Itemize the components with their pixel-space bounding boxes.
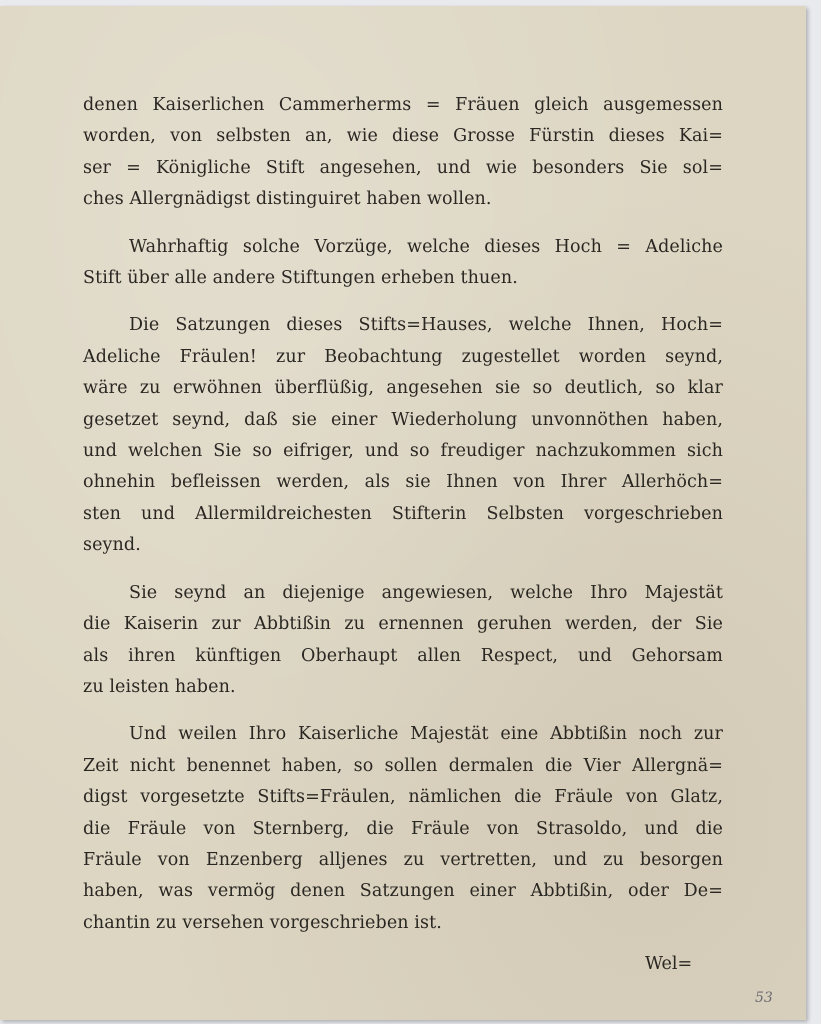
text-line: wäre zu erwöhnen überflüßig, angesehen sie so deutlich, so klar — [83, 378, 723, 399]
paragraph — [83, 232, 723, 295]
text-line: ser = Königliche Stift angesehen, und wie besonders Sie sol= — [83, 157, 723, 178]
text-line: gesetzet seynd, daß sie einer Wiederholung unvonnöthen haben, — [83, 409, 723, 430]
paragraph — [83, 90, 723, 216]
text-line: Stift über alle andere Stiftungen erheben thuen. — [83, 268, 518, 289]
text-line: digst vorgesetzte Stifts=Fräulen, nämlichen die Fräule von Glatz, — [83, 787, 723, 808]
paragraph — [83, 719, 723, 939]
text-line: Adeliche Fräulen! zur Beobachtung zugestellet worden seynd, — [83, 346, 723, 367]
text-line: Wahrhaftig solche Vorzüge, welche dieses Hoch = Adeliche — [129, 236, 723, 257]
text-line: als ihren künftigen Oberhaupt allen Respect, und Gehorsam — [83, 645, 723, 666]
text-line: ohnehin befleissen werden, als sie Ihnen von Ihrer Allerhöch= — [83, 472, 723, 493]
text-line: Zeit nicht benennet haben, so sollen dermalen die Vier Allergnä= — [83, 755, 723, 776]
paragraph — [83, 310, 723, 561]
text-line: und welchen Sie so eifriger, und so freudiger nachzukommen sich — [83, 441, 723, 462]
text-line: Fräule von Enzenberg alljenes zu vertretten, und zu besorgen — [83, 849, 723, 870]
text-line: worden, von selbsten an, wie diese Grosse Fürstin dieses Kai= — [83, 126, 723, 147]
text-line: die Kaiserin zur Abbtißin zu ernennen geruhen werden, der Sie — [83, 614, 723, 635]
paragraph — [83, 578, 723, 704]
text-line: zu leisten haben. — [83, 676, 236, 697]
document-page — [0, 6, 806, 1020]
text-line: Die Satzungen dieses Stifts=Hauses, welche Ihnen, Hoch= — [129, 315, 723, 336]
text-line: ches Allergnädigst distinguiret haben wollen. — [83, 189, 492, 210]
text-line: haben, was vermög denen Satzungen einer Abbtißin, oder De= — [83, 881, 723, 902]
text-line: sten und Allermildreichesten Stifterin Selbsten vorgeschrieben — [83, 503, 723, 524]
document-body — [83, 90, 723, 955]
catchword: Wel= — [645, 954, 693, 974]
text-line: seynd. — [83, 535, 141, 556]
text-line: Und weilen Ihro Kaiserliche Majestät eine Abbtißin noch zur — [129, 724, 723, 745]
text-line: die Fräule von Sternberg, die Fräule von Strasoldo, und die — [83, 818, 723, 839]
page-number: 53 — [755, 990, 773, 1006]
text-line: Sie seynd an diejenige angewiesen, welche Ihro Majestät — [129, 582, 723, 603]
text-line: denen Kaiserlichen Cammerherms = Fräuen gleich ausgemessen — [83, 95, 723, 115]
text-line: chantin zu versehen vorgeschrieben ist. — [83, 912, 442, 933]
